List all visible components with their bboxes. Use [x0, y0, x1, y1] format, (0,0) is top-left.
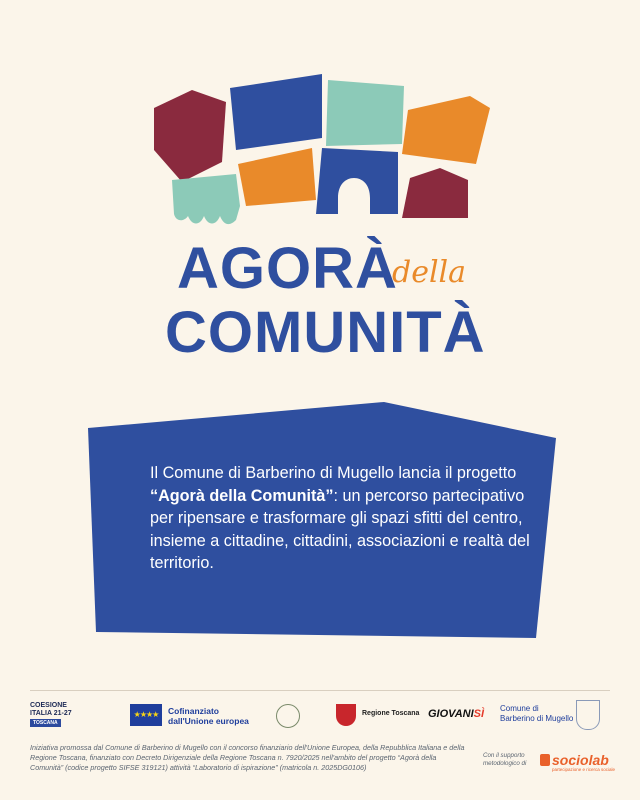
giovani-si-accent: SÌ	[473, 708, 485, 720]
eu-line2: dall'Unione europea	[168, 716, 249, 726]
announcement-intro: Il Comune di Barberino di Mugello lancia il progetto	[150, 464, 517, 482]
comune-crest-icon	[576, 700, 600, 730]
coesione-italia-logo	[30, 702, 92, 727]
sociolab-tagline: partecipazione e ricerca sociale	[552, 767, 616, 772]
regione-toscana-label: Regione Toscana	[362, 710, 420, 717]
sociolab-mark-icon	[540, 754, 550, 766]
toscana-pegasus-icon	[336, 704, 356, 726]
comune-line2: Barberino di Mugello	[500, 714, 574, 723]
comune-barberino-logo	[500, 704, 580, 724]
coesione-badge: TOSCANA	[30, 719, 61, 727]
eu-flag-icon: ★★★★	[130, 704, 162, 726]
announcement-text	[150, 462, 530, 575]
coesione-line1: COESIONE	[30, 702, 67, 709]
coesione-line2: ITALIA 21-27	[30, 710, 72, 717]
footer-divider	[30, 690, 610, 691]
support-label: Con il supporto metodologico di	[483, 752, 527, 767]
giovani-si-logo	[428, 708, 484, 720]
comune-line1: Comune di	[500, 704, 539, 713]
eu-line1: Cofinanziato	[168, 706, 219, 716]
announcement-project-name: “Agorà della Comunità”	[150, 486, 334, 505]
title-comunita: COMUNITÀ	[165, 300, 486, 365]
funding-disclaimer: Iniziativa promossa dal Comune di Barberino di Mugello con il concorso finanziario dell'Unione Europea, della Repubblica Italiana e della Regione Toscana, finanziato con Decreto Dirigenziale della Regione Toscana n. 7920/2025 nell'ambito del progetto “Agorà della Comunità” (codice progetto SIFSE 319121) attività “Laboratorio di ispirazione” (matricola n. 2025DG0106)	[30, 743, 465, 772]
giovani-label: GIOVANI	[428, 708, 474, 720]
italian-republic-emblem-icon	[276, 704, 300, 728]
title-agora: AGORÀ	[177, 236, 398, 301]
sociolab-name: sociolab	[552, 752, 609, 768]
announcement-body: : un percorso partecipativo per ripensare e trasformare gli spazi sfitti del centro, insieme a cittadine, cittadini, associazioni e realtà del territorio.	[150, 486, 530, 572]
title-della: della	[392, 255, 467, 290]
